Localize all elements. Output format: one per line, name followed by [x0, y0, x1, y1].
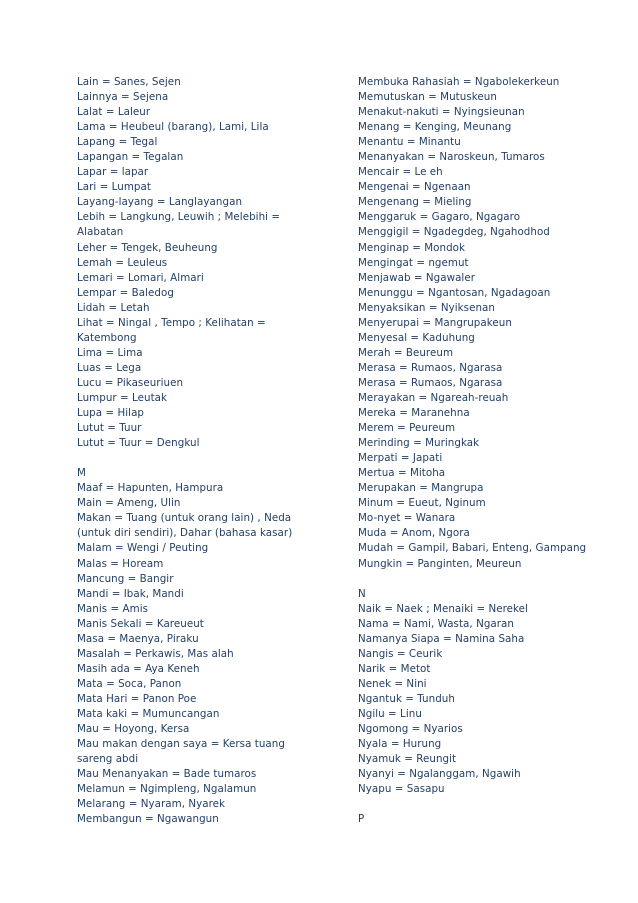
vocab-entry: Ngilu = Linu	[358, 707, 422, 720]
left-column	[77, 75, 339, 827]
vocab-entry: Menggaruk = Gagaro, Ngagaro	[358, 211, 521, 224]
blank-line	[358, 797, 620, 812]
vocab-entry: Lutut = Tuur = Dengkul	[77, 437, 200, 450]
vocab-entry: Nyanyi = Ngalanggam, Ngawih	[358, 768, 521, 781]
vocab-entry: Lutut = Tuur	[77, 422, 142, 435]
vocab-entry: Merpati = Japati	[358, 452, 443, 465]
vocab-entry: Katembong	[77, 331, 137, 344]
vocab-entry: Mereka = Maranehna	[358, 407, 470, 420]
vocab-entry: Mungkin = Panginten, Meureun	[358, 557, 522, 570]
vocab-entry: Lemari = Lomari, Almari	[77, 271, 204, 284]
vocab-entry: Menyerupai = Mangrupakeun	[358, 316, 512, 329]
vocab-entry: Lapang = Tegal	[77, 136, 158, 149]
vocab-entry: Merah = Beureum	[358, 346, 454, 359]
vocab-entry: Mata Hari = Panon Poe	[77, 692, 197, 705]
vocab-entry: Lidah = Letah	[77, 301, 150, 314]
vocab-entry: Membuka Rahasiah = Ngabolekerkeun	[358, 76, 560, 88]
vocab-entry: Alabatan	[77, 226, 124, 239]
vocab-entry: Lapangan = Tegalan	[77, 151, 184, 164]
vocab-entry: Mertua = Mitoha	[358, 467, 446, 480]
vocab-entry: Minum = Eueut, Nginum	[358, 497, 486, 510]
vocab-entry: Menginap = Mondok	[358, 241, 466, 254]
vocab-entry: Muda = Anom, Ngora	[358, 527, 470, 540]
vocab-entry: Melarang = Nyaram, Nyarek	[77, 798, 226, 811]
vocab-entry: Maaf = Hapunten, Hampura	[77, 482, 224, 495]
vocab-entry: Luas = Lega	[77, 361, 142, 374]
vocab-entry: Masa = Maenya, Piraku	[77, 632, 199, 645]
vocab-entry: Layang-layang = Langlayangan	[77, 196, 243, 209]
vocab-entry: Lemah = Leuleus	[77, 256, 168, 269]
vocab-entry: Ngantuk = Tunduh	[358, 692, 455, 705]
section-letter: N	[358, 587, 366, 600]
vocab-entry: Nyapu = Sasapu	[358, 783, 445, 796]
vocab-entry: Menunggu = Ngantosan, Ngadagoan	[358, 286, 551, 299]
vocab-entry: Main = Ameng, Ulin	[77, 497, 181, 510]
vocab-entry: Malam = Wengi / Peuting	[77, 542, 209, 555]
vocab-entry: Merinding = Muringkak	[358, 437, 480, 450]
vocab-entry: Lumpur = Leutak	[77, 391, 168, 404]
vocab-entry: Menyesal = Kaduhung	[358, 331, 475, 344]
vocab-entry: Membangun = Ngawangun	[77, 813, 219, 826]
section-letter: M	[77, 467, 86, 480]
vocab-entry: Masalah = Perkawis, Mas alah	[77, 647, 234, 660]
vocab-entry: Nyala = Hurung	[358, 738, 442, 751]
vocab-entry: Mengingat = ngemut	[358, 256, 469, 269]
vocab-entry: Mau = Hoyong, Kersa	[77, 723, 190, 736]
vocab-entry: Mo-nyet = Wanara	[358, 512, 456, 525]
vocab-entry: Lama = Heubeul (barang), Lami, Lila	[77, 121, 269, 134]
blank-line	[77, 451, 339, 466]
vocab-entry: Lainnya = Sejena	[77, 91, 169, 104]
vocab-entry: Menantu = Minantu	[358, 136, 461, 149]
vocab-entry: Mata = Soca, Panon	[77, 677, 182, 690]
vocab-entry: Lupa = Hilap	[77, 407, 145, 420]
vocab-entry: Menang = Kenging, Meunang	[358, 121, 512, 134]
vocab-entry: (untuk diri sendiri), Dahar (bahasa kasar)	[77, 527, 293, 540]
vocab-entry: Namanya Siapa = Namina Saha	[358, 632, 525, 645]
vocab-entry: Lari = Lumpat	[77, 181, 151, 194]
vocab-entry: Menanyakan = Naroskeun, Tumaros	[358, 151, 545, 164]
vocab-entry: Menggigil = Ngadegdeg, Ngahodhod	[358, 226, 550, 239]
vocab-entry: Melamun = Ngimpleng, Ngalamun	[77, 783, 257, 796]
vocab-entry: Mencair = Le eh	[358, 166, 443, 179]
vocab-entry: Lapar = lapar	[77, 166, 149, 179]
vocab-entry: Merupakan = Mangrupa	[358, 482, 484, 495]
vocab-entry: Merem = Peureum	[358, 422, 456, 435]
vocab-entry: Nyamuk = Reungit	[358, 753, 457, 766]
vocab-entry: Leher = Tengek, Beuheung	[77, 241, 218, 254]
vocab-entry: Mudah = Gampil, Babari, Enteng, Gampang	[358, 542, 587, 555]
vocab-entry: Mata kaki = Mumuncangan	[77, 707, 220, 720]
vocab-entry: Nenek = Nini	[358, 677, 427, 690]
vocab-entry: Menakut-nakuti = Nyingsieunan	[358, 106, 525, 119]
blank-line	[358, 572, 620, 587]
vocab-entry: Lain = Sanes, Sejen	[77, 76, 181, 88]
vocab-entry: Lihat = Ningal , Tempo ; Kelihatan =	[77, 316, 266, 329]
right-column	[358, 75, 620, 827]
vocab-entry: Makan = Tuang (untuk orang lain) , Neda	[77, 512, 292, 525]
vocab-entry: Menjawab = Ngawaler	[358, 271, 476, 284]
vocab-entry: Mau makan dengan saya = Kersa tuang	[77, 738, 285, 751]
vocab-entry: Naik = Naek ; Menaiki = Nerekel	[358, 602, 528, 615]
vocab-entry: Lalat = Laleur	[77, 106, 151, 119]
vocab-entry: Lebih = Langkung, Leuwih ; Melebihi =	[77, 211, 281, 224]
vocab-entry: Manis = Amis	[77, 602, 149, 615]
vocab-entry: Ngomong = Nyarios	[358, 723, 463, 736]
vocab-entry: Menyaksikan = Nyiksenan	[358, 301, 495, 314]
vocab-entry: Mancung = Bangir	[77, 572, 174, 585]
vocab-entry: Mengenang = Mieling	[358, 196, 472, 209]
vocab-entry: sareng abdi	[77, 753, 139, 766]
vocab-entry: Lempar = Baledog	[77, 286, 174, 299]
vocab-entry: Merasa = Rumaos, Ngarasa	[358, 361, 503, 374]
vocab-entry: Merayakan = Ngareah-reuah	[358, 391, 509, 404]
vocab-entry: Nangis = Ceurik	[358, 647, 443, 660]
vocab-entry: Mandi = Ibak, Mandi	[77, 587, 184, 600]
vocab-entry: Narik = Metot	[358, 662, 431, 675]
vocab-entry: Lima = Lima	[77, 346, 143, 359]
vocab-entry: Lucu = Pikaseuriuen	[77, 376, 184, 389]
section-letter: P	[358, 813, 365, 826]
vocab-entry: Merasa = Rumaos, Ngarasa	[358, 376, 503, 389]
vocab-entry: Malas = Hoream	[77, 557, 164, 570]
vocab-entry: Nama = Nami, Wasta, Ngaran	[358, 617, 514, 630]
vocab-entry: Manis Sekali = Kareueut	[77, 617, 204, 630]
vocab-entry: Mau Menanyakan = Bade tumaros	[77, 768, 257, 781]
vocab-entry: Memutuskan = Mutuskeun	[358, 91, 497, 104]
vocab-entry: Masih ada = Aya Keneh	[77, 662, 200, 675]
vocab-entry: Mengenai = Ngenaan	[358, 181, 471, 194]
